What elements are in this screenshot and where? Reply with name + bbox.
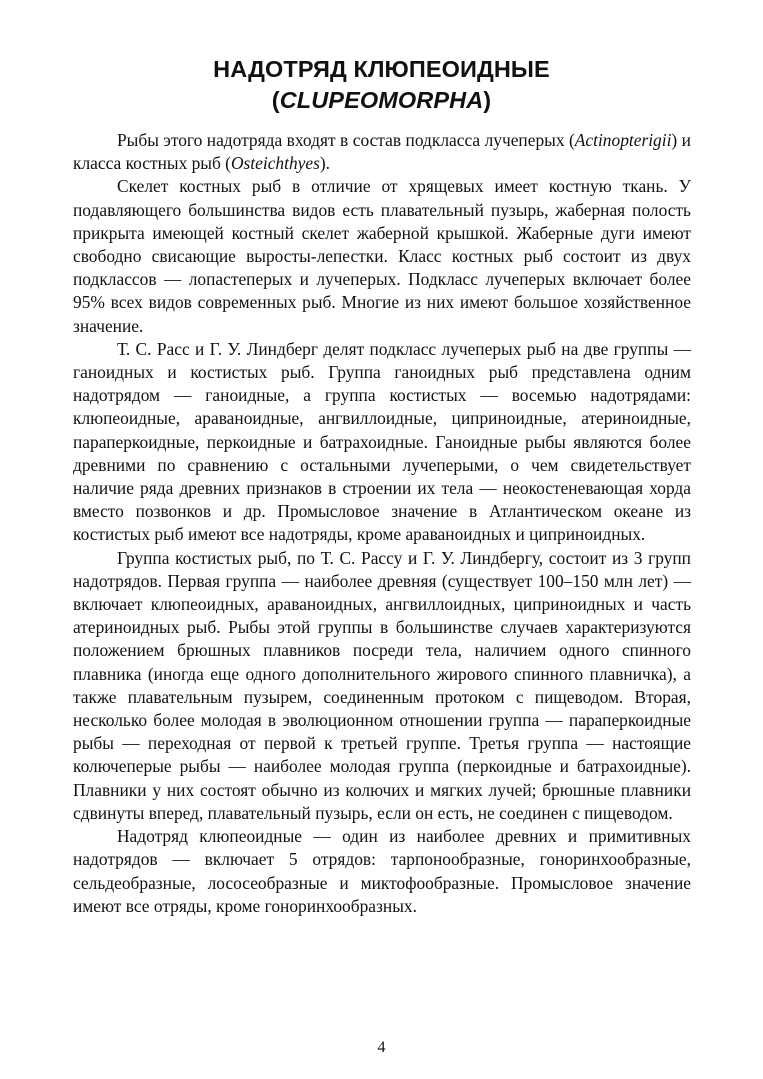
paragraph-3: Т. С. Расс и Г. У. Линдберг делят подкласс лучеперых рыб на две группы — ганоидных и костистых рыб. Группа ганоидных рыб представлена одним надотрядом — ганоидные, а группа костистых — восемью надотрядами: клюпеоидные, араваноидные, ангвиллоидные, циприноидные, атериноидные, параперкоидные, перкоидные и батрахоидные. Ганоидные рыбы являются более древними по сравнению с остальными лучеперыми, о чем свидетельствует наличие ряда древних признаков в строении их тела — неокостеневающая хорда вместо позвонков и др. Промысловое значение в Атлантическом океане из костистых рыб имеют все надотряды, кроме араваноидных и циприноидных.: [73, 338, 691, 545]
chapter-title: [60, 54, 703, 116]
paragraph-4: Группа костистых рыб, по Т. С. Рассу и Г. У. Линдбергу, состоит из 3 групп надотрядов. Первая группа — наиболее древняя (существует 100–150 млн лет) — включает клюпеоидных, араваноидных, ангвиллоидных, циприноидных и часть атериноидных рыб. Рыбы этой группы в большинстве случаев характеризуются положением брюшных плавников посреди тела, наличием одного спинного плавника (иногда еще одного дополнительного жирового спинного плавничка), а также плавательным пузырем, соединенным протоком с пищеводом. Вторая, несколько более молодая в эволюционном отношении группа — параперкоидные рыбы — переходная от первой к третьей группе. Третья группа — настоящие колючеперые рыбы — наиболее молодая группа (перкоидные и батрахоидные). Плавники у них состоят обычно из колючих и мягких лучей; брюшные плавники сдвинуты вперед, плавательный пузырь, если он есть, не соединен с пищеводом.: [73, 547, 691, 823]
title-line-1: НАДОТРЯД КЛЮПЕОИДНЫЕ: [213, 56, 550, 82]
paragraph-1-text-a: Рыбы этого надотряда входят в состав подкласса лучеперых (: [117, 130, 575, 150]
page-number: 4: [377, 1039, 386, 1056]
paragraph-1-text-b: ) и класса костных рыб (: [73, 130, 691, 174]
paragraph-1-text-c: ).: [319, 153, 330, 174]
body-text: [73, 129, 691, 918]
title-line-2: [60, 85, 703, 116]
title-latin-name: CLUPEOMORPHA: [279, 87, 484, 113]
title-close-paren: ): [483, 87, 492, 113]
paragraph-1: [73, 129, 691, 175]
paragraph-2: Скелет костных рыб в отличие от хрящевых имеет костную ткань. У подавляющего большинства видов есть плавательный пузырь, жаберная полость прикрыта имеющей костный скелет жаберной крышкой. Жаберные дуги имеют свободно свисающие выросты-лепестки. Класс костных рыб состоит из двух подклассов — лопастеперых и лучеперых. Подкласс лучеперых включает более 95% всех видов современных рыб. Многие из них имеют большое хозяйственное значение.: [73, 176, 691, 336]
title-open-paren: (: [271, 87, 280, 113]
paragraph-5: Надотряд клюпеоидные — один из наиболее древних и примитивных надотрядов — включает 5 отрядов: тарпонообразные, гоноринхообразные, сельдеобразные, лососеобразные и миктофообразные. Промысловое значение имеют все отряды, кроме гоноринхообразных.: [73, 826, 691, 916]
latin-actinopterigii: Actinopterigii: [574, 130, 672, 150]
latin-osteichthyes: Osteichthyes: [230, 153, 320, 174]
